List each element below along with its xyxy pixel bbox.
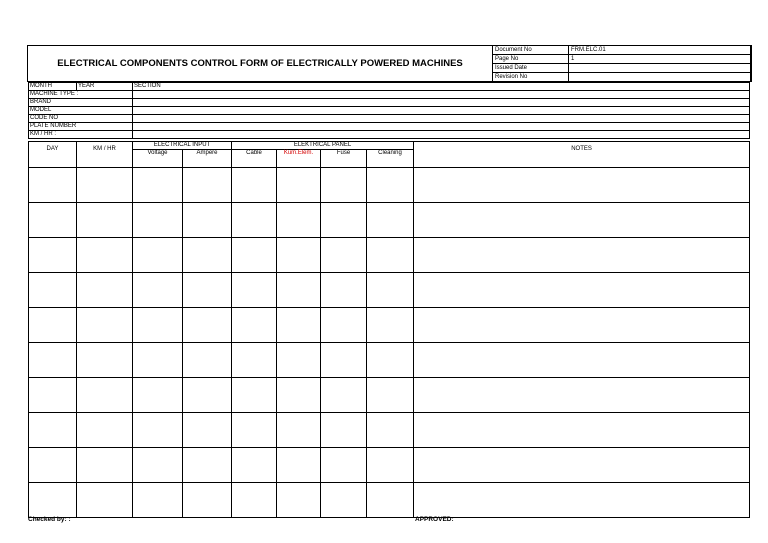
plate-number-value[interactable] xyxy=(133,123,750,131)
km-hr-value[interactable] xyxy=(133,131,750,139)
meta-value: FRM.ELC.01 xyxy=(569,46,752,55)
table-row xyxy=(29,378,750,413)
checked-by-label: Checked by: : xyxy=(28,516,71,523)
info-row-month-year-section xyxy=(29,83,750,91)
section-label: SECTION xyxy=(133,83,750,91)
table-row xyxy=(29,343,750,378)
info-row-code-no xyxy=(29,115,750,123)
table-row xyxy=(29,308,750,343)
ampere-header: Ampere xyxy=(183,150,232,168)
info-row-machine-type xyxy=(29,91,750,99)
electrical-panel-header: ELEKTRICAL PANEL xyxy=(232,142,414,150)
meta-value xyxy=(569,64,752,73)
meta-value: 1 xyxy=(569,55,752,64)
control-grid-table xyxy=(28,141,750,518)
document-meta-table xyxy=(492,45,752,82)
meta-row-page-no xyxy=(493,55,752,64)
meta-value xyxy=(569,73,752,82)
table-row xyxy=(29,448,750,483)
meta-label: Page No xyxy=(493,55,569,64)
brand-value[interactable] xyxy=(133,99,750,107)
meta-row-revision-no xyxy=(493,73,752,82)
cable-header: Cable xyxy=(232,150,277,168)
meta-row-issued-date xyxy=(493,64,752,73)
approved-label: APPROVED: xyxy=(415,516,454,523)
machine-type-value[interactable] xyxy=(133,91,750,99)
electrical-input-header: ELECTRICAL INPUT xyxy=(133,142,232,150)
info-row-brand xyxy=(29,99,750,107)
km-hr-header: KM / HR xyxy=(77,142,133,168)
voltage-header: Voltage xyxy=(133,150,183,168)
table-row xyxy=(29,413,750,448)
kum-elem-header: Kum.Elem. xyxy=(277,150,321,168)
machine-info-table xyxy=(28,82,750,139)
info-row-model xyxy=(29,107,750,115)
fuse-header: Fuse xyxy=(321,150,367,168)
meta-label: Document No xyxy=(493,46,569,55)
code-no-value[interactable] xyxy=(133,115,750,123)
form-title: ELECTRICAL COMPONENTS CONTROL FORM OF ELECTRICALLY POWERED MACHINES xyxy=(57,58,463,69)
month-label: MONTH xyxy=(29,83,77,91)
table-row xyxy=(29,203,750,238)
machine-type-label: MACHINE TYPE : xyxy=(29,91,133,99)
grid-body xyxy=(29,168,750,518)
meta-label: Revision No xyxy=(493,73,569,82)
cleaning-header: Cleaning xyxy=(367,150,414,168)
table-row xyxy=(29,273,750,308)
plate-number-label: PLATE NUMBER xyxy=(29,123,133,131)
year-label: YEAR xyxy=(77,83,133,91)
info-row-plate-number xyxy=(29,123,750,131)
grid-header-row-1 xyxy=(29,142,750,150)
table-row xyxy=(29,238,750,273)
km-hr-label: KM / HR : xyxy=(29,131,133,139)
model-value[interactable] xyxy=(133,107,750,115)
model-label: MODEL xyxy=(29,107,133,115)
table-row xyxy=(29,168,750,203)
meta-row-document-no xyxy=(493,46,752,55)
notes-header: NOTES xyxy=(414,142,750,168)
brand-label: BRAND xyxy=(29,99,133,107)
table-row xyxy=(29,483,750,518)
meta-label: Issued Date xyxy=(493,64,569,73)
code-no-label: CODE NO xyxy=(29,115,133,123)
info-row-km-hr xyxy=(29,131,750,139)
day-header: DAY xyxy=(29,142,77,168)
